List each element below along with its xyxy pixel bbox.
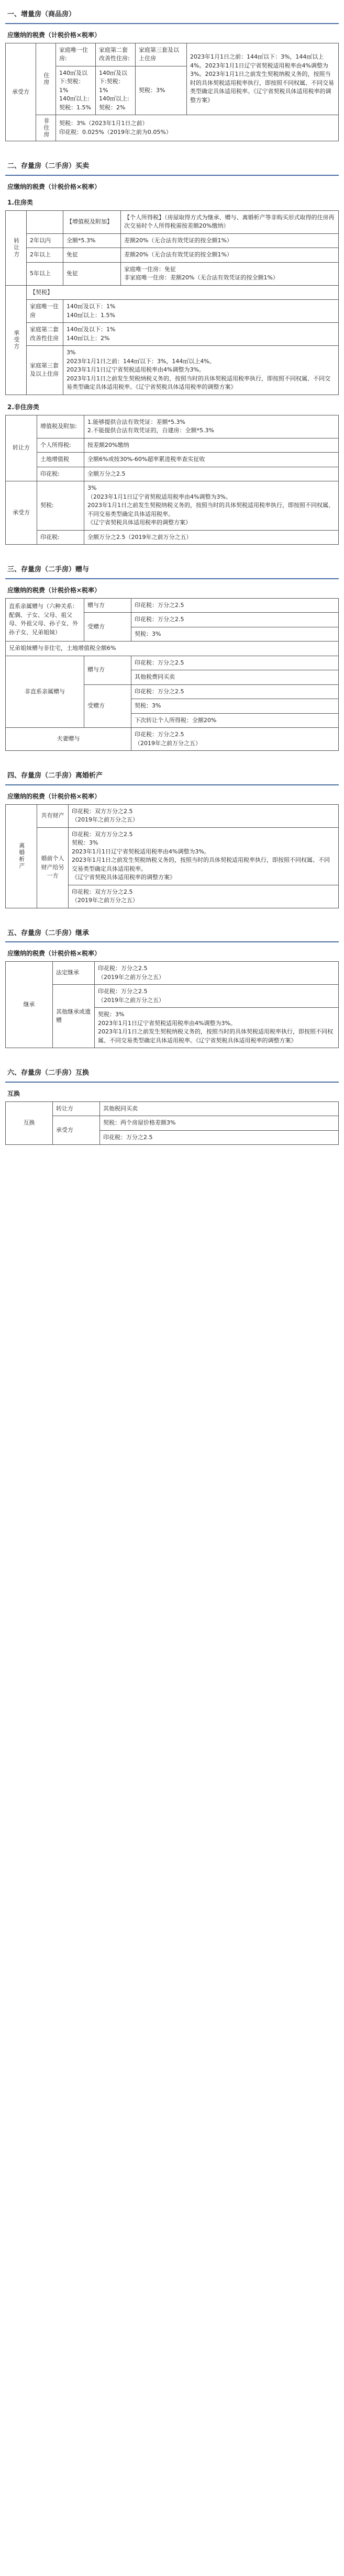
tax-label: 应缴纳的税费（计税价格×税率）: [7, 586, 101, 594]
section-resale: [5, 155, 339, 545]
section-divorce: [5, 764, 339, 908]
gift-text: 下次转让个人所得税：全额20%: [131, 713, 339, 728]
buyer-cell: 承受方: [6, 285, 27, 395]
section-inherit: [5, 922, 339, 1049]
section-title: 三、存量房（二手房）赠与: [5, 558, 339, 579]
exchange-text: 印花税：万分之2.5: [100, 1130, 339, 1145]
section-title: 四、存量房（二手房）离婚析产: [5, 764, 339, 785]
exchange-sub: 互换: [7, 1089, 20, 1097]
nh-label: 增值税及附加:: [37, 415, 84, 438]
period-cell: 2年以上: [27, 248, 63, 263]
page: [0, 0, 344, 1160]
nh-text: 全额6%或按30%-60%超率累进税率查实征收: [84, 453, 339, 467]
second-housing-label: 家庭第二套改善性住房:: [96, 43, 136, 66]
direct-note: 兄弟姐妹赠与非住宅，土地增值税全额6%: [6, 642, 339, 656]
section-title: 二、存量房（二手房）买卖: [5, 155, 339, 176]
resale-nonhousing-table: [5, 415, 339, 545]
inherit-row-label: 其他继承或遗赠: [53, 985, 95, 1048]
spouse-text: 印花税：万分之2.5 （2019年之前万分之五）: [131, 728, 339, 751]
nh-text: 按差额20%缴纳: [84, 438, 339, 453]
exchange-role: 承受方: [53, 1116, 100, 1145]
vat-cell: 免征: [63, 262, 121, 285]
role-cell: 受赠方: [84, 613, 131, 642]
nonhousing-subtitle: 2.非住房类: [7, 403, 39, 411]
seller-cell: 转让方: [6, 415, 37, 481]
section-gift: [5, 558, 339, 751]
tax-label: 应缴纳的税费（计税价格×税率）: [7, 792, 101, 800]
nh-label: 契税:: [37, 481, 84, 531]
deed-label: 家庭第二套改善性住房: [27, 323, 63, 346]
section-title: 一、增量房（商品房）: [5, 3, 339, 24]
housing-cell: 住房: [36, 43, 56, 115]
gift-text: 印花税：万分之2.5: [131, 684, 339, 699]
exchange-label: 互换: [6, 1101, 53, 1145]
role-cell: 赠与方: [84, 598, 131, 613]
buyer-cell: 承受方: [6, 481, 37, 545]
gift-text: 契税：3%: [131, 627, 339, 642]
housing-note: 2023年1月1日之前：144㎡以下：3%，144㎡以上4%。2023年1月1日辽宁省契税适用税率由4%调整为3%。2023年1月1日之前发生契税纳税义务的，按照当时的具体契税适用税率执行，即按照不同权属、不同交易类型确定具体适用税率。《辽宁省契税具体适用税率的调整方案》: [187, 43, 339, 115]
period-cell: 5年以上: [27, 262, 63, 285]
divorce-text: 印花税：双方万分之2.5 契税：3% 2023年1月1日辽宁省契税适用税率由4%调整为3%。 2023年1月1日之前发生契税纳税义务的，按照当时的具体契税适用税率执行，即按照不同权属、不同交易类型确定具体适用税率。 《辽宁省契税具体适用税率的调整方案》: [69, 827, 339, 885]
nh-label: 印花税:: [37, 467, 84, 481]
section-title: 五、存量房（二手房）继承: [5, 922, 339, 943]
divorce-row-label: 婚前个人财产给另一方: [37, 827, 69, 908]
role-cell: 赠与方: [84, 656, 131, 684]
nondirect-label: 非直系亲属赠与: [6, 656, 84, 728]
gift-text: 其他税费同买卖: [131, 670, 339, 685]
iit-cell: 差额20%（无合法有效凭证的按全额1%）: [121, 248, 339, 263]
inherit-text: 印花税：万分之2.5 （2019年之前万分之五）: [95, 962, 339, 985]
inherit-table: [5, 961, 339, 1048]
third-housing-label: 家庭第三套及以上住房: [136, 43, 187, 66]
inherit-text: 契税：3% 2023年1月1日辽宁省契税适用税率由4%调整为3%。 2023年1月1日之前发生契税纳税义务的，按照当时的具体契税适用税率执行，即按照不同权属、不同交易类型确定具体适用税率。《辽宁省契税具体适用税率的调整方案》: [95, 1008, 339, 1048]
vat-cell: 免征: [63, 248, 121, 263]
only-housing-deed: 140㎡及以下:契税：1% 140㎡以上:契税：1.5%: [56, 66, 96, 115]
gift-text: 契税：3%: [131, 699, 339, 714]
section-title: 六、存量房（二手房）互换: [5, 1062, 339, 1083]
deed-header: 【契税】: [27, 285, 339, 300]
divorce-text: 印花税：双方万分之2.5 （2019年之前万分之五）: [69, 804, 339, 827]
section-exchange: [5, 1062, 339, 1145]
exchange-text: 契税：两个房屋价格差额3%: [100, 1116, 339, 1131]
inherit-text: 印花税：万分之2.5 （2019年之前万分之五）: [95, 985, 339, 1008]
deed-label: 家庭第三套及以上住房: [27, 346, 63, 395]
nh-label: 土地增值税: [37, 453, 84, 467]
exchange-table: [5, 1101, 339, 1145]
divorce-text: 印花税：双方万分之2.5 （2019年之前万分之五）: [69, 885, 339, 908]
divorce-table: [5, 804, 339, 908]
second-housing-deed: 140㎡及以下:契税：1% 140㎡以上:契税：2%: [96, 66, 136, 115]
buyer-cell: 承受方: [6, 43, 36, 141]
inherit-row-label: 法定继承: [53, 962, 95, 985]
nonhousing-text: 契税：3%（2023年1月1日之前） 印花税：0.025%（2019年之前为0.05%）: [56, 115, 339, 141]
housing-subtitle: 1.住房类: [7, 198, 33, 206]
tax-label: 应缴纳的税费（计税价格×税率）: [7, 183, 101, 190]
gift-text: 印花税：万分之2.5: [131, 598, 339, 613]
tax-label: 应缴纳的税费（计税价格×税率）: [7, 950, 101, 957]
nh-text: 3% （2023年1月1日辽宁省契税适用税率由4%调整为3%。 2023年1月1日之前发生契税纳税义务的，按照当时的具体契税适用税率执行，即按照不同权属、不同交易类型确定具体适用税率。 《辽宁省契税具体适用税率的调整方案》: [84, 481, 339, 531]
exchange-role: 转让方: [53, 1101, 100, 1116]
direct-label: 直系亲属赠与（六种关系：配偶、子女、父母、祖父母、外祖父母、孙子女、外孙子女、兄弟姐妹）: [6, 598, 84, 642]
vat-header: 【增值税及附加】: [63, 210, 121, 233]
deed-label: 家庭唯一住房: [27, 300, 63, 323]
spouse-label: 夫妻赠与: [6, 728, 131, 751]
third-housing-deed: 契税：3%: [136, 66, 187, 115]
iit-header: 【个人所得税】（房屋取得方式为继承、赠与、离婚析产等非购买形式取得的住房再次交易时个人所得税需按差额20%缴纳）: [121, 210, 339, 233]
iit-cell: 差额20%（无合法有效凭证的按全额1%）: [121, 233, 339, 248]
nh-text: 全额万分之2.5（2019年之前万分之五）: [84, 530, 339, 545]
deed-text: 3% 2023年1月1日之前：144㎡以下：3%，144㎡以上4%。 2023年1月1日辽宁省契税适用税率由4%调整为3%。 2023年1月1日之前发生契税纳税义务的，按照当时的具体契税适用税率执行，即按照不同权属、不同交易类型确定具体适用税率。《辽宁省契税具体适用税率的调整方案》: [63, 346, 339, 395]
deed-text: 140㎡及以下：1% 140㎡以上：1.5%: [63, 300, 339, 323]
deed-text: 140㎡及以下：1% 140㎡以上：2%: [63, 323, 339, 346]
gift-text: 印花税：万分之2.5: [131, 656, 339, 670]
divorce-row-label: 共有财产: [37, 804, 69, 827]
role-cell: 受赠方: [84, 684, 131, 728]
gift-table: [5, 598, 339, 751]
only-housing-label: 家庭唯一住房:: [56, 43, 96, 66]
section-new-housing: [5, 3, 339, 141]
gift-text: 印花税：万分之2.5: [131, 613, 339, 627]
seller-cell: 转让方: [6, 210, 27, 285]
exchange-text: 其他税同买卖: [100, 1101, 339, 1116]
resale-housing-table: [5, 210, 339, 395]
tax-label: 应缴纳的税费（计税价格×税率）: [7, 31, 101, 39]
inherit-label: 继承: [6, 962, 53, 1048]
divorce-label: 离婚析产: [6, 804, 37, 908]
nh-label: 印花税:: [37, 530, 84, 545]
new-housing-table: [5, 43, 339, 142]
iit-cell: 家庭唯一住房：免征 非家庭唯一住房：差额20%（无合法有效凭证的按全额1%）: [121, 262, 339, 285]
nh-label: 个人所得税:: [37, 438, 84, 453]
period-cell: 2年以内: [27, 233, 63, 248]
vat-cell: 全额*5.3%: [63, 233, 121, 248]
nh-text: 全额万分之2.5: [84, 467, 339, 481]
nh-text: 1.能够提供合法有效凭证：差额*5.3% 2.不能提供合法有效凭证的，自建房：全额*5.3%: [84, 415, 339, 438]
nonhousing-cell: 非住房: [36, 115, 56, 141]
